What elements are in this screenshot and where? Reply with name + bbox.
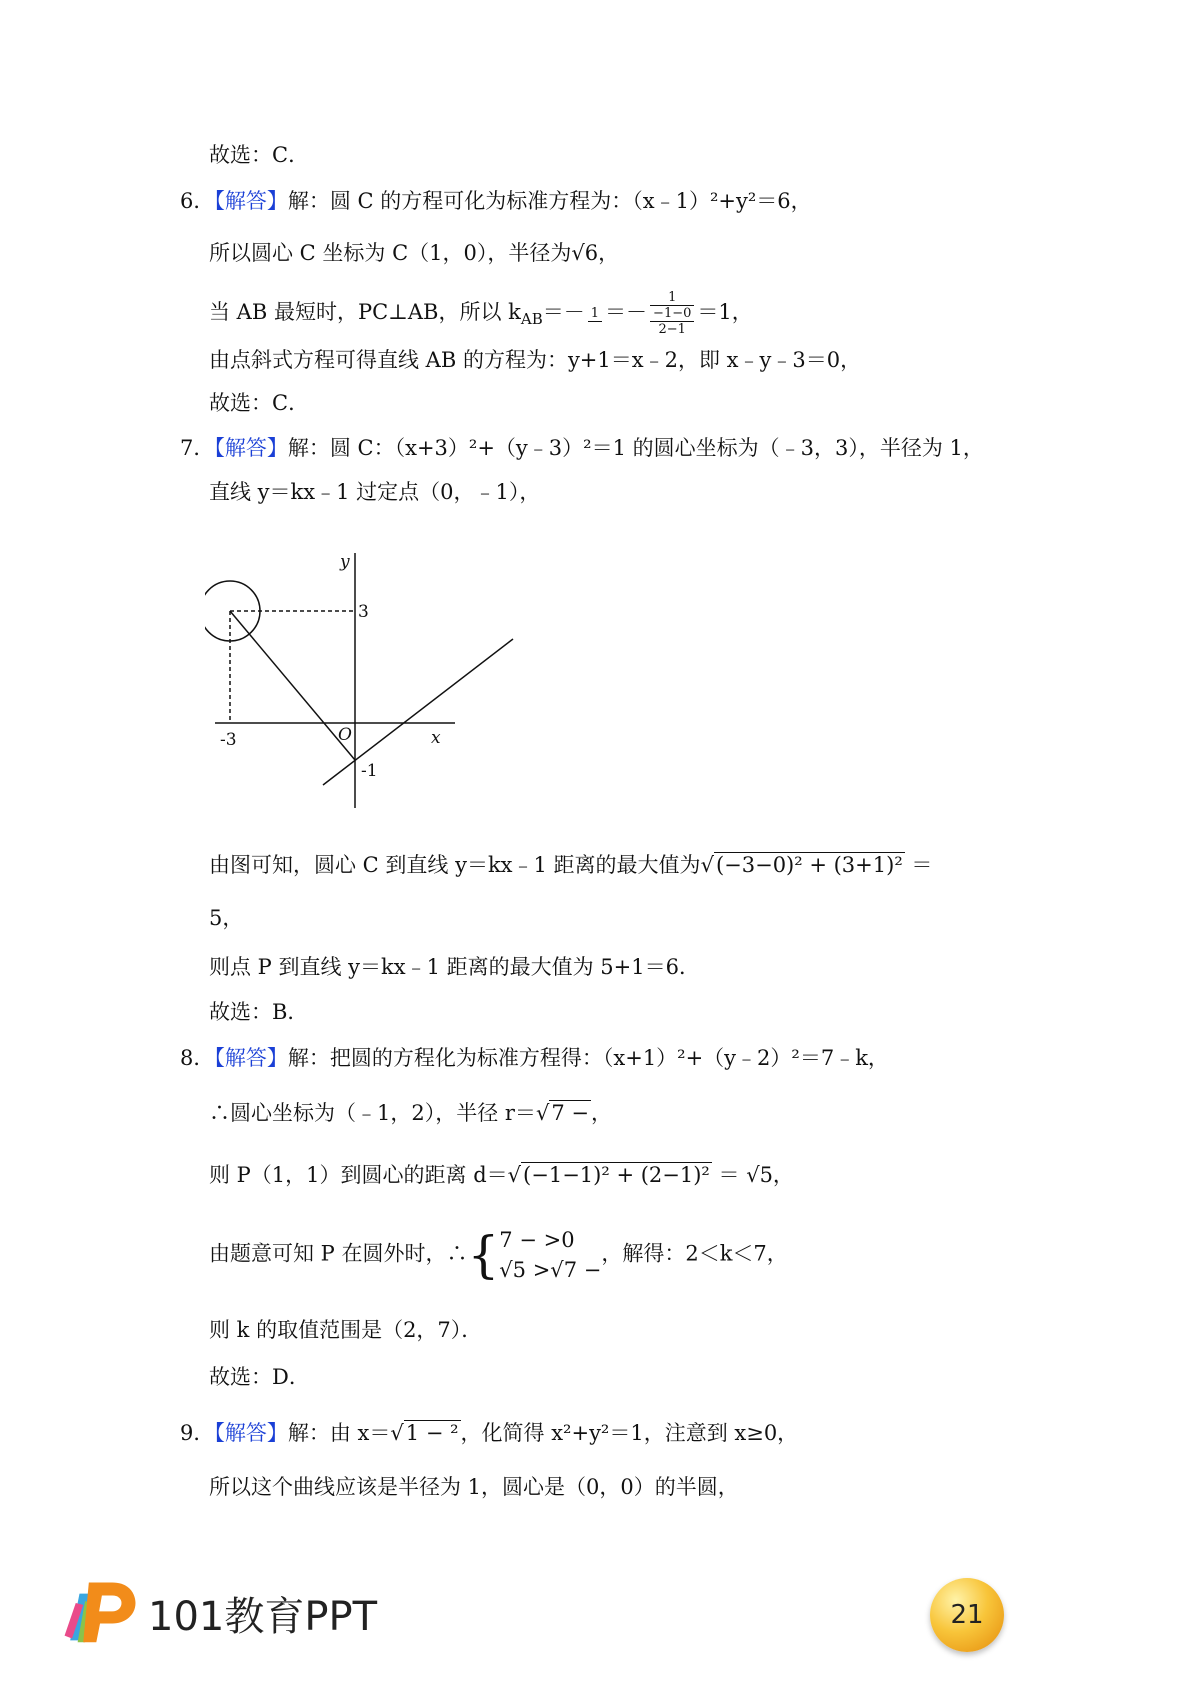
text-line: 故选：C． [209,143,310,167]
problem-9-line [180,1418,798,1448]
inequality-1: 7 − >0 [499,1228,575,1252]
denominator: 2−1 [658,322,686,337]
text: ＝－ [542,300,585,324]
numerator: 1 [650,290,694,306]
text-line: 故选：B． [209,1000,309,1024]
text-line: 则 k 的取值范围是（2，7）． [209,1318,483,1342]
text: ，化简得 x²+y²＝1，注意到 x≥0， [460,1421,799,1445]
inequality-2: √5 >√7 − [499,1258,602,1282]
distance-line [209,850,932,880]
text: 由图可知，圆心 C 到直线 y＝kx﹣1 距离的最大值为 [209,853,701,877]
text-line: 故选：D． [209,1365,310,1389]
problem-number: 9． [180,1421,215,1445]
inner-numerator: −1−0 [650,306,694,322]
text: ∴圆心坐标为（﹣1，2），半径 r＝ [209,1101,536,1125]
brand-logo-icon [58,1575,143,1645]
page-number-badge: 21 [930,1578,1004,1652]
system-line: 由题意可知 P 在圆外时，∴{ 7 − >0 √5 >√7 − ，解得：2＜k＜7， [209,1226,788,1284]
tick-neg3: -3 [220,730,237,750]
coordinate-figure [205,553,555,813]
text: 当 AB 最短时，PC⊥AB，所以 k [209,300,521,324]
answer-tag: 【解答】 [214,189,288,213]
text: 解：把圆的方程化为标准方程得：（x+1）²+（y﹣2）²＝7﹣k， [287,1046,889,1070]
sqrt-radicand: (−3−0)² + (3+1)² [715,853,903,877]
tick-3: 3 [358,602,369,622]
problem-number: 8． [180,1046,215,1070]
sqrt-radicand: 7 − [551,1101,589,1125]
text: 解：由 x＝ [287,1421,391,1445]
sqrt-radicand: (−1−1)² + (2−1)² [523,1163,710,1187]
text-line: 直线 y＝kx﹣1 过定点（0，﹣1）， [209,480,541,504]
numerator: 1 [588,306,602,322]
text: ＝－ [605,300,648,324]
slope-line [209,290,753,337]
distance-d-line [209,1160,794,1190]
sqrt-expression: √(−3−0)² + (3+1)² [700,853,903,877]
subscript: AB [520,310,543,329]
y-axis-label: y [340,553,350,572]
text-line: 5， [209,906,244,930]
text-line: 由点斜式方程可得直线 AB 的方程为：y+1＝x﹣2，即 x﹣y﹣3＝0， [209,348,862,372]
inequality-system [499,1225,601,1285]
text-line: 所以圆心 C 坐标为 C（1，0），半径为√6， [209,241,620,265]
answer-tag: 【解答】 [214,1046,288,1070]
problem-number: 7． [180,436,215,460]
line-kx [323,639,513,785]
tick-neg1: -1 [361,761,378,781]
sqrt-radicand: 1 − ² [405,1421,459,1445]
text-line: 故选：C． [209,391,310,415]
sqrt-expression: √(−1−1)² + (2−1)² [507,1163,710,1187]
text: ＝1， [697,300,753,324]
problem-8-line [180,1043,889,1073]
problem-6-line [180,186,812,216]
text: ＝ [904,853,933,877]
text-line: 所以这个曲线应该是半径为 1，圆心是（0，0）的半圆， [209,1475,739,1499]
text: 则 P（1，1）到圆心的距离 d＝ [209,1163,508,1187]
brand-name: 101教育PPT [148,1594,378,1640]
answer-tag: 【解答】 [214,1421,288,1445]
sqrt-expression: √1 − ² [390,1421,459,1445]
origin-label: O [338,725,352,745]
sqrt-expression: √7 − [535,1101,589,1125]
fraction-2 [650,290,694,337]
text: 由题意可知 P 在圆外时，∴ [209,1241,468,1266]
text: ，解得：2＜k＜7， [601,1241,788,1266]
distance-segment [230,611,355,760]
answer-tag: 【解答】 [214,436,288,460]
text: 解：圆 C 的方程可化为标准方程为：（x﹣1）²+y²＝6， [287,189,812,213]
text: ＝ √5， [711,1163,794,1187]
problem-number: 6． [180,189,215,213]
text-line: 则点 P 到直线 y＝kx﹣1 距离的最大值为 5+1＝6． [209,955,700,979]
fraction-1 [588,306,602,322]
problem-7-line [180,433,984,463]
text: 解：圆 C：（x+3）²+（y﹣3）²＝1 的圆心坐标为（﹣3，3），半径为 1， [287,436,984,460]
x-axis-label: x [431,728,441,748]
radius-line [209,1098,612,1128]
text: ， [590,1101,612,1125]
